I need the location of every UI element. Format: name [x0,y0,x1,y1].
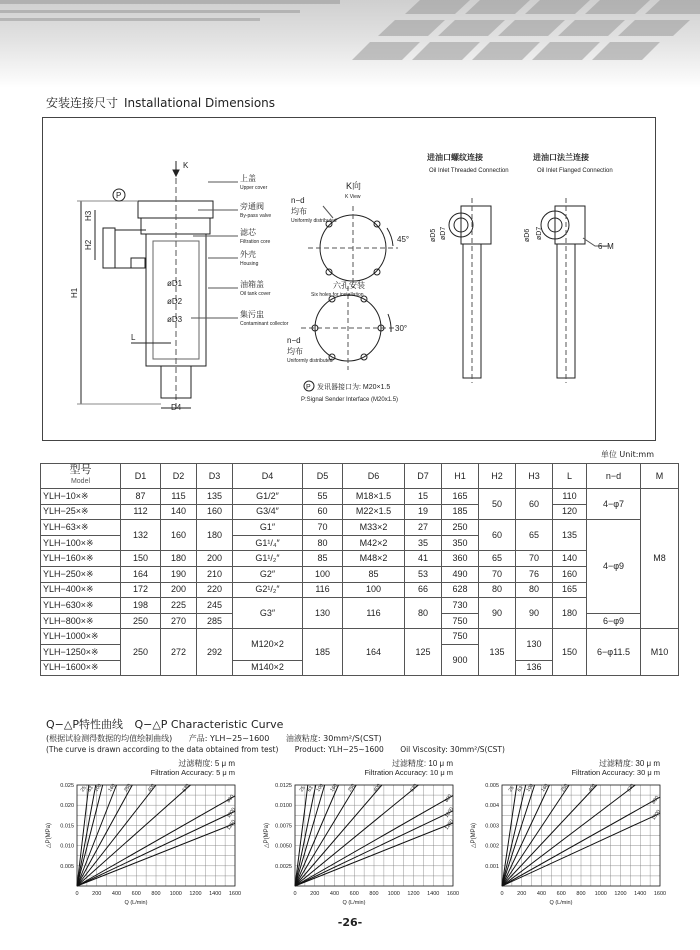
series-label: 250 [559,782,570,794]
x-tick-label: 1600 [653,891,667,897]
header-col: n−d [587,464,641,489]
cell: 35 [405,535,442,551]
nd-top: n−d [291,196,305,205]
x-tick-label: 200 [92,891,102,897]
cell: 136 [516,660,553,676]
curves-title [46,716,291,732]
cell: 115 [161,489,197,505]
series-label: 1250 [225,818,238,832]
cell: 250 [442,520,479,536]
curves-note-zh [46,733,396,744]
label-collector-en: Contaminant collector [240,321,289,327]
cell: M8 [641,489,679,629]
chart-svg [258,757,463,912]
section-title-en: Installational Dimensions [124,96,276,110]
dimension-table [40,463,679,676]
cell: 164 [343,629,405,676]
section-title [46,94,275,111]
cell: 140 [161,504,197,520]
cell: G2¹/₂″ [233,582,303,598]
cell: 135 [553,520,587,551]
cell: 70 [516,551,553,567]
chart-subtitle: Filtration Accuracy: 30 μ m [571,768,660,777]
x-tick-label: 1600 [446,891,460,897]
cell: 628 [442,582,479,598]
cell: 150 [121,551,161,567]
x-tick-label: 0 [75,891,79,897]
dim-d4: D4 [171,403,182,412]
cell: 112 [121,504,161,520]
cell: 132 [121,520,161,551]
nd-bottom-en: Uniformly distributed [287,358,333,364]
cell-model: YLH−160×※ [41,551,121,567]
series-label: 100 [525,782,536,794]
p-marker-label: P [116,191,122,200]
cell: 65 [479,551,516,567]
header-col: D4 [233,464,303,489]
cell: 272 [161,629,197,676]
angle-30: 30° [395,324,408,333]
cell: 160 [553,566,587,582]
cell-model: YLH−10×※ [41,489,121,505]
y-tick-label: 0.005 [60,863,74,870]
cell: M18×1.5 [343,489,405,505]
x-tick-label: 200 [517,891,527,897]
sender-zh: 发讯器接口为: M20×1.5 [317,384,391,391]
dim-h1: H1 [70,287,79,298]
x-axis-label: Q (L/min) [342,900,366,906]
header-col: D5 [303,464,343,489]
cell: 85 [303,551,343,567]
y-tick-label: 0.0050 [275,843,292,850]
series-label: 1000 [225,806,238,820]
x-tick-label: 0 [500,891,504,897]
y-tick-label: 0.001 [485,863,499,870]
threaded-d5: øD5 [430,228,437,242]
cell: 245 [197,598,233,614]
label-collector-zh: 集污盅 [240,310,264,319]
cell: 80 [479,582,516,598]
threaded-d7: øD7 [440,226,447,240]
series-label: 100 [315,782,326,794]
cell: 200 [161,582,197,598]
nd-bottom-zh: 均布 [287,347,303,356]
cell: 50 [479,489,516,520]
curves-title-zh: Q−△P特性曲线 [46,718,123,731]
x-tick-label: 1400 [209,891,222,897]
cell: 165 [442,489,479,505]
cell-model: YLH−630×※ [41,598,121,614]
sender-p: P [306,384,311,391]
cell: 6−φ11.5 [587,629,641,676]
y-tick-label: 0.025 [60,783,74,789]
x-tick-label: 1200 [189,891,202,897]
series-label: 63 [516,785,525,794]
dim-l: L [131,333,136,342]
cell: 100 [303,566,343,582]
label-tank-cover-zh: 油箱盖 [240,280,264,289]
x-tick-label: 1400 [634,891,647,897]
nd-bottom: n−d [287,336,301,345]
unit-label: 单位 Unit:mm [600,450,654,459]
flanged-d7: øD7 [536,226,543,240]
cell: 350 [442,535,479,551]
x-tick-label: 1400 [427,891,440,897]
flanged-d6: øD6 [524,228,531,242]
label-housing-zh: 外壳 [240,250,256,259]
cell: 80 [303,535,343,551]
product-en: Product: YLH−25~1600 [294,745,384,754]
x-tick-label: 1200 [614,891,627,897]
chart-grid [295,782,456,886]
series-label: 63 [86,785,95,794]
dim-d1: øD1 [167,279,183,288]
cell: 225 [161,598,197,614]
series-label: 800 [443,793,454,804]
series-label: 400 [372,782,383,794]
y-tick-label: 0.003 [485,823,499,830]
table-row [41,629,679,645]
cell: M10 [641,629,679,676]
cell: 180 [197,520,233,551]
chart-svg [40,757,245,912]
series-label: 100 [93,782,104,794]
cell: G1¹/₄″ [233,535,303,551]
series-label: 160 [540,782,550,794]
chart-svg [465,757,670,912]
cell: 165 [553,582,587,598]
cell: M48×2 [343,551,405,567]
cell-model: YLH−25×※ [41,504,121,520]
cell: 4−φ7 [587,489,641,520]
cell: G1¹/₂″ [233,551,303,567]
dim-d2: øD2 [167,297,183,306]
series-label: 400 [587,782,598,794]
cell: 90 [479,598,516,629]
series-label: 400 [146,782,157,794]
series-label: 63 [306,785,315,794]
x-tick-label: 800 [151,891,161,897]
series-label: 25 [79,785,88,794]
cell: 76 [516,566,553,582]
y-tick-label: 0.0075 [275,823,292,830]
header-col: D7 [405,464,442,489]
cell: 750 [442,629,479,645]
chart-title: 过滤精度: 10 μ m [391,759,453,768]
cell: 140 [553,551,587,567]
series-label: 160 [329,782,339,794]
x-tick-label: 1000 [594,891,607,897]
cell: 130 [516,629,553,660]
chart-30um [465,757,670,912]
cell-model: YLH−1600×※ [41,660,121,676]
dim-h3: H3 [84,210,93,221]
cell: 60 [516,489,553,520]
cell: 490 [442,566,479,582]
header-col: D1 [121,464,161,489]
x-tick-label: 0 [293,891,297,897]
series-label: 25 [298,785,307,794]
series-label: 250 [123,782,133,794]
label-housing-en: Housing [240,261,259,267]
series-label: 1250 [443,818,456,832]
page-number: -26- [337,916,363,929]
x-tick-label: 1000 [387,891,400,897]
cell: 53 [405,566,442,582]
cell: 85 [343,566,405,582]
flanged-en: Oil Inlet Flanged Connection [537,168,613,174]
cell: 116 [343,598,405,629]
cell-model: YLH−100×※ [41,535,121,551]
six-holes-en: Six holes for installation [311,292,364,298]
table-row [41,504,679,520]
cell: 60 [303,504,343,520]
kview-zh: K向 [346,181,362,191]
flanged-m: 6−M [598,242,614,251]
sender-en: P:Signal Sender Interface (M20x1.5) [301,397,399,403]
y-tick-label: 0.010 [60,843,74,850]
cell: 55 [303,489,343,505]
cell: 125 [405,629,442,676]
cell: 70 [479,566,516,582]
chart-title: 过滤精度: 30 μ m [598,759,660,768]
label-upper-cover-zh: 上盖 [240,174,256,183]
x-tick-label: 600 [556,891,566,897]
y-tick-label: 0.002 [485,843,499,850]
series-label: 800 [225,793,236,805]
table-row [41,520,679,536]
x-tick-label: 600 [131,891,141,897]
table-row [41,582,679,598]
y-tick-label: 0.005 [485,783,499,789]
cell: 41 [405,551,442,567]
cell: 4−φ9 [587,520,641,614]
cell: 160 [161,520,197,551]
x-tick-label: 1200 [407,891,420,897]
curves-note-en [46,745,519,754]
x-tick-label: 200 [310,891,320,897]
label-core-en: Filtration core [240,239,271,245]
x-tick-label: 1600 [228,891,242,897]
cell: G2″ [233,566,303,582]
flanged-zh: 进油口法兰连接 [533,153,589,162]
threaded-zh: 进油口螺纹连接 [427,153,483,162]
cell: 220 [197,582,233,598]
cell: 130 [303,598,343,629]
cell: M33×2 [343,520,405,536]
header-col: D2 [161,464,197,489]
cell: 110 [553,489,587,505]
viscosity-en: Oil Viscosity: 30mm²/S(CST) [400,745,505,754]
cell: 100 [343,582,405,598]
cell: 180 [161,551,197,567]
cell: 185 [442,504,479,520]
dim-h2: H2 [84,239,93,250]
label-bypass-en: By-pass valve [240,213,272,219]
cell: 27 [405,520,442,536]
cell: 65 [516,520,553,551]
cell: 250 [121,629,161,676]
y-axis-label: △P(MPa) [264,823,270,848]
x-axis-label: Q (L/min) [549,900,573,906]
header-col: D6 [343,464,405,489]
cell: M42×2 [343,535,405,551]
y-axis-label: △P(MPa) [471,823,477,848]
table-row [41,551,679,567]
series-label: 25 [507,785,516,794]
header-col: H3 [516,464,553,489]
y-tick-label: 0.020 [60,803,74,810]
header-col: H2 [479,464,516,489]
table-header-row [41,464,679,489]
cell: G1″ [233,520,303,536]
cell: 198 [121,598,161,614]
cell: 135 [197,489,233,505]
cell: 116 [303,582,343,598]
header-banner [0,0,700,88]
y-tick-label: 0.0025 [275,863,292,870]
cell-model: YLH−1000×※ [41,629,121,645]
cell: 87 [121,489,161,505]
cell: 80 [405,598,442,629]
section-title-zh: 安装连接尺寸 [46,96,119,110]
y-axis-label: △P(MPa) [46,823,52,848]
cell: 90 [516,598,553,629]
cell: 6−φ9 [587,613,641,629]
cell: 900 [442,644,479,675]
cell: 160 [197,504,233,520]
chart-subtitle: Filtration Accuracy: 5 μ m [150,768,235,777]
cell: 200 [197,551,233,567]
chart-title: 过滤精度: 5 μ m [178,759,235,768]
header-model: 型号 Model [41,464,121,489]
cell: 120 [553,504,587,520]
x-tick-label: 400 [329,891,340,897]
cell: 750 [442,613,479,629]
cell: 210 [197,566,233,582]
header-col: D3 [197,464,233,489]
keyboard-photo-banner [0,0,700,88]
cell: 164 [121,566,161,582]
note-zh: (根据试验测得数据的均值绘制曲线) [46,734,173,743]
cell: 185 [303,629,343,676]
cell: 66 [405,582,442,598]
label-core-zh: 滤芯 [240,228,256,237]
series-label: 630 [409,782,419,794]
y-tick-label: 0.0125 [275,783,292,789]
y-tick-label: 0.0100 [275,803,292,810]
series-label: 250 [346,782,357,794]
dim-d3: øD3 [167,315,183,324]
chart-subtitle: Filtration Accuracy: 10 μ m [364,768,453,777]
dimension-drawing [42,117,656,441]
cell: 180 [553,598,587,629]
cell-model: YLH−800×※ [41,613,121,629]
x-tick-label: 400 [536,891,547,897]
series-label: 1000 [443,806,456,820]
note-en: (The curve is drawn according to the data obtained from test) [46,745,279,754]
curves-title-en: Q−△P Characteristic Curve [134,718,284,731]
label-bypass-zh: 旁通阀 [240,202,264,211]
cell-model: YLH−63×※ [41,520,121,536]
label-upper-cover-en: Upper cover [240,185,268,191]
cell: G1/2″ [233,489,303,505]
cell: 190 [161,566,197,582]
cell: M120×2 [233,629,303,660]
cell: 250 [121,613,161,629]
cell: 172 [121,582,161,598]
x-axis-label: Q (L/min) [124,900,148,906]
chart-grid [77,782,238,886]
x-tick-label: 600 [349,891,359,897]
cell-model: YLH−250×※ [41,566,121,582]
series-label: 630 [181,782,191,794]
series-label: 160 [107,782,117,794]
table-row [41,566,679,582]
dim-k: K [183,161,189,170]
angle-45: 45° [397,235,410,244]
cell: 60 [479,520,516,551]
kview-en: K View [345,194,361,200]
x-tick-label: 800 [369,891,379,897]
chart-5um [40,757,245,912]
y-tick-label: 0.004 [485,803,499,810]
chart-10um [258,757,463,912]
x-tick-label: 800 [576,891,586,897]
cell: 150 [553,629,587,676]
six-holes-zh: 六孔安装 [333,281,365,290]
cell: G3/4″ [233,504,303,520]
header-col: L [553,464,587,489]
cell-model: YLH−1250×※ [41,644,121,660]
x-tick-label: 400 [111,891,122,897]
cell: 360 [442,551,479,567]
header-col: H1 [442,464,479,489]
drawing-svg [43,118,657,442]
cell: 15 [405,489,442,505]
cell: M22×1.5 [343,504,405,520]
cell: 270 [161,613,197,629]
series-label: 800 [650,794,661,806]
series-label: 1000 [650,808,663,822]
cell: 730 [442,598,479,614]
cell: 135 [479,629,516,676]
nd-top-zh: 均布 [291,207,307,216]
label-tank-cover-en: Oil tank cover [240,291,271,297]
cell-model: YLH−400×※ [41,582,121,598]
product-zh: 产品: YLH−25~1600 [188,734,270,743]
threaded-en: Oil Inlet Threaded Connection [429,168,509,174]
cell: 70 [303,520,343,536]
x-tick-label: 1000 [169,891,182,897]
table-row [41,489,679,505]
table-row [41,598,679,614]
header-col: M [641,464,679,489]
cell: 19 [405,504,442,520]
cell: 285 [197,613,233,629]
viscosity-zh: 油液粘度: 30mm²/S(CST) [285,734,382,743]
nd-top-en: Uniformly distributed [291,218,337,224]
cell: G3″ [233,598,303,629]
cell: M140×2 [233,660,303,676]
cell: 80 [516,582,553,598]
series-label: 630 [626,782,636,794]
cell: 292 [197,629,233,676]
y-tick-label: 0.015 [60,823,74,830]
